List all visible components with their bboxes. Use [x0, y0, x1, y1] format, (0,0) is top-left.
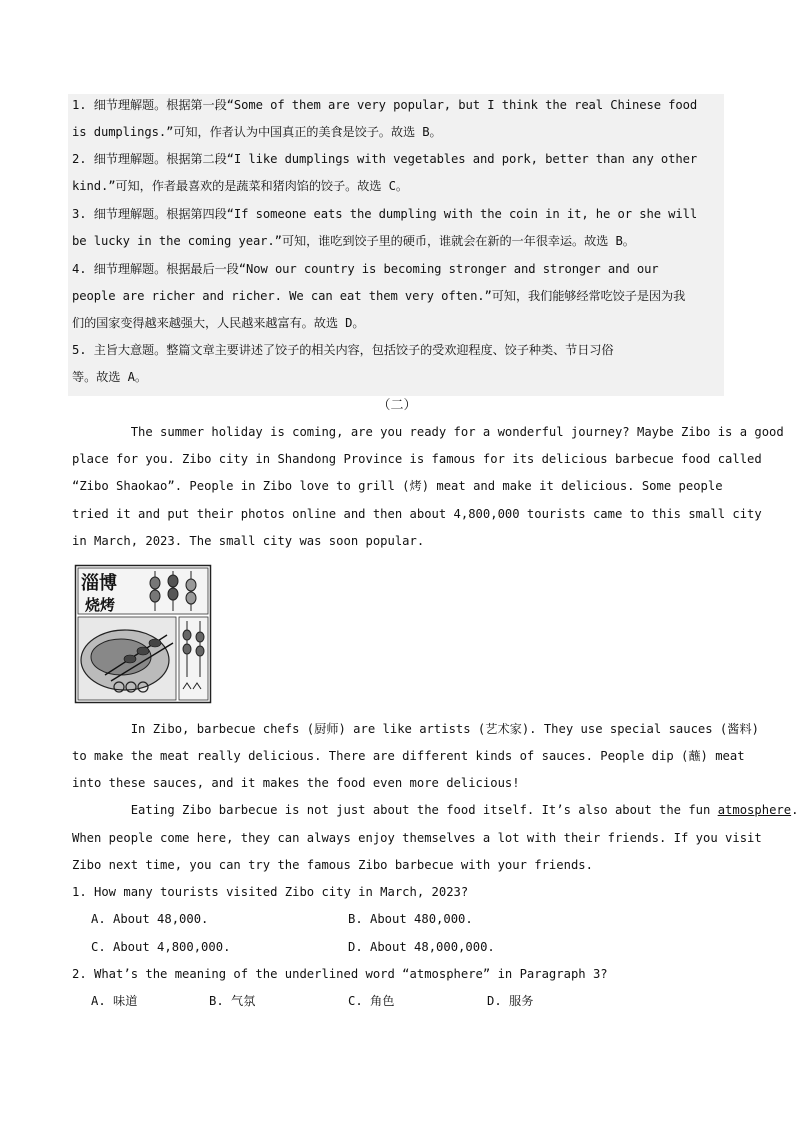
passage-text: .: [791, 803, 798, 817]
passage-line: “Zibo Shaokao”. People in Zibo love to grill (烤) meat and make it delicious. Some people: [72, 479, 723, 493]
answer-line: 等。故选 A。: [72, 370, 147, 384]
passage-line: place for you. Zibo city in Shandong Province is famous for its delicious barbecue food called: [72, 452, 762, 466]
option-a[interactable]: A. 味道: [91, 994, 138, 1008]
passage-line: When people come here, they can always enjoy themselves a lot with their friends. If you visit: [72, 831, 762, 845]
answer-line: 2. 细节理解题。根据第二段“I like dumplings with vegetables and pork, better than any other: [72, 152, 698, 166]
question-stem: 1. How many tourists visited Zibo city in March, 2023?: [72, 885, 469, 899]
passage-line: into these sauces, and it makes the food even more delicious!: [72, 776, 520, 790]
answer-line: be lucky in the coming year.”可知，谁吃到饺子里的硬币，谁就会在新的一年很幸运。故选 B。: [72, 234, 635, 248]
underlined-word: atmosphere: [717, 803, 792, 817]
option-a[interactable]: A. About 48,000.: [91, 912, 209, 926]
answer-line: 3. 细节理解题。根据第四段“If someone eats the dumpling with the coin in it, he or she will: [72, 207, 698, 221]
passage-line: in March, 2023. The small city was soon popular.: [72, 534, 425, 548]
passage-line: [72, 797, 798, 824]
passage-line: The summer holiday is coming, are you ready for a wonderful journey? Maybe Zibo is a good: [72, 425, 784, 439]
answer-line: people are richer and richer. We can eat them very often.”可知，我们能够经常吃饺子是因为我: [72, 289, 686, 303]
passage-line: tried it and put their photos online and then about 4,800,000 tourists came to this small city: [72, 507, 762, 521]
option-b[interactable]: B. 气氛: [209, 994, 256, 1008]
section-heading: （二）: [377, 398, 417, 413]
option-d[interactable]: D. About 48,000,000.: [348, 940, 495, 954]
zibo-barbecue-illustration: [75, 565, 211, 703]
option-c[interactable]: C. 角色: [348, 994, 395, 1008]
illustration-logo-text: 淄博: [81, 573, 117, 594]
answer-line: 4. 细节理解题。根据最后一段“Now our country is becoming stronger and stronger and our: [72, 262, 659, 276]
passage-line: to make the meat really delicious. There are different kinds of sauces. People dip (蘸) meat: [72, 749, 745, 763]
passage-line: Zibo next time, you can try the famous Zibo barbecue with your friends.: [72, 858, 593, 872]
answer-line: is dumplings.”可知，作者认为中国真正的美食是饺子。故选 B。: [72, 125, 442, 139]
option-c[interactable]: C. About 4,800,000.: [91, 940, 231, 954]
passage-line: In Zibo, barbecue chefs (厨师) are like artists (艺术家). They use special sauces (酱料): [72, 722, 759, 736]
passage-text: Eating Zibo barbecue is not just about the food itself. It’s also about the fun: [72, 803, 718, 817]
answer-line: 1. 细节理解题。根据第一段“Some of them are very popular, but I think the real Chinese food: [72, 98, 698, 112]
option-d[interactable]: D. 服务: [487, 994, 534, 1008]
question-stem: 2. What’s the meaning of the underlined word “atmosphere” in Paragraph 3?: [72, 967, 608, 981]
answer-line: kind.”可知，作者最喜欢的是蔬菜和猪肉馅的饺子。故选 C。: [72, 179, 408, 193]
answer-line: 5. 主旨大意题。整篇文章主要讲述了饺子的相关内容，包括饺子的受欢迎程度、饺子种类、节日习俗: [72, 343, 614, 357]
option-b[interactable]: B. About 480,000.: [348, 912, 473, 926]
answer-line: 们的国家变得越来越强大，人民越来越富有。故选 D。: [72, 316, 365, 330]
svg-text:烧烤: 烧烤: [85, 596, 116, 614]
